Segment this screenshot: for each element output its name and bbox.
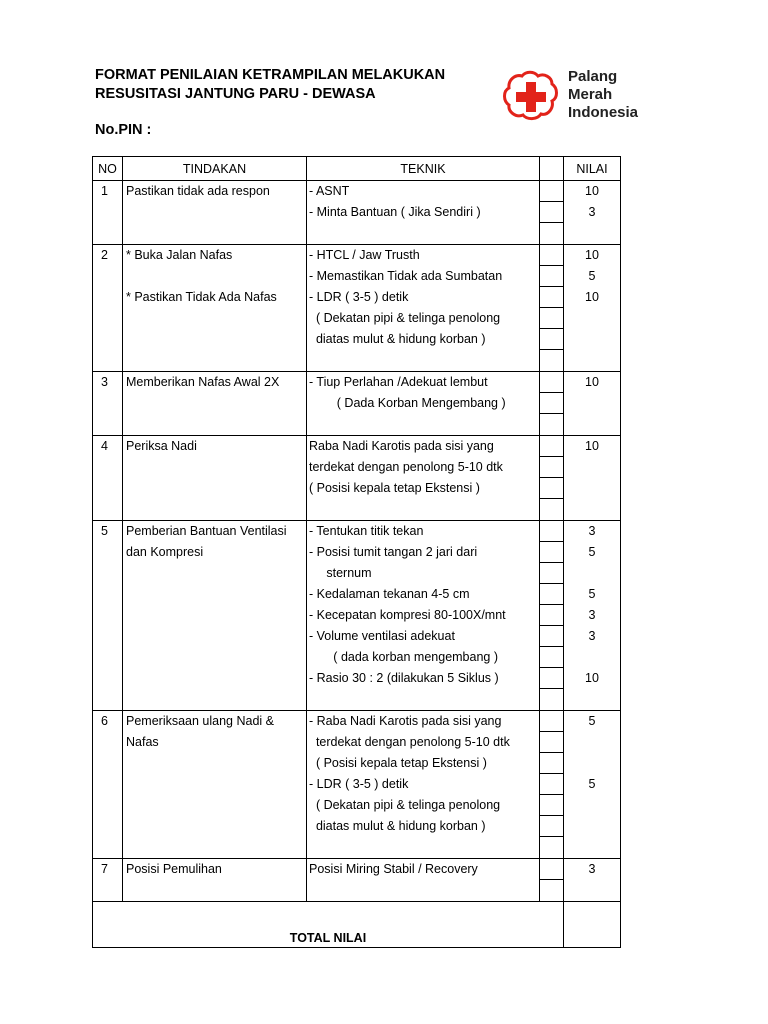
check-box[interactable]: [540, 647, 563, 668]
check-box[interactable]: [540, 689, 563, 709]
row-number-text: 1: [101, 184, 108, 198]
teknik-cell: [307, 181, 540, 245]
assessment-table: [92, 156, 621, 948]
teknik-cell: [307, 372, 540, 436]
table-header-row: [93, 157, 621, 181]
tindakan-cell: [123, 372, 307, 436]
tindakan-text: [126, 350, 306, 371]
check-box[interactable]: [540, 414, 563, 434]
teknik-cell: [307, 711, 540, 859]
tindakan-text: [126, 329, 306, 350]
teknik-text: - Tentukan titik tekan: [309, 524, 424, 538]
row-number: [93, 372, 123, 436]
logo-line-2: Merah: [568, 86, 613, 103]
teknik-text: terdekat dengan penolong 5-10 dtk: [309, 460, 503, 474]
check-box[interactable]: [540, 223, 563, 243]
check-box[interactable]: [540, 287, 563, 308]
header-tindakan: TINDAKAN: [123, 157, 307, 181]
tindakan-text: * Buka Jalan Nafas: [126, 248, 233, 262]
row-number-text: 3: [101, 375, 108, 389]
check-box[interactable]: [540, 478, 563, 499]
check-box[interactable]: [540, 859, 563, 880]
title-line-1: FORMAT PENILAIAN KETRAMPILAN MELAKUKAN: [95, 67, 446, 83]
tindakan-cell: [123, 245, 307, 372]
tindakan-text: Nafas: [126, 735, 159, 749]
teknik-text: [309, 689, 539, 710]
tindakan-text: [126, 223, 306, 244]
tindakan-cell: [123, 181, 307, 245]
nilai-cell: [564, 436, 621, 521]
teknik-text: - Kedalaman tekanan 4-5 cm: [309, 587, 470, 601]
tindakan-cell: [123, 436, 307, 521]
row-number: [93, 245, 123, 372]
tindakan-text: [126, 605, 306, 626]
pmi-logo-text: [568, 68, 638, 122]
tindakan-text: [126, 202, 306, 223]
title-line-2: RESUSITASI JANTUNG PARU - DEWASA: [95, 86, 376, 102]
nilai-value: 5: [588, 269, 596, 283]
tindakan-text: [126, 414, 306, 435]
teknik-text: [309, 880, 539, 901]
table-row: [93, 521, 621, 711]
tindakan-text: Memberikan Nafas Awal 2X: [126, 375, 280, 389]
nilai-value: 10: [585, 375, 599, 389]
row-number-text: 6: [101, 714, 108, 728]
tindakan-text: * Pastikan Tidak Ada Nafas: [126, 290, 277, 304]
row-number: [93, 436, 123, 521]
tindakan-text: [126, 668, 306, 689]
nilai-value: 5: [588, 777, 596, 791]
tindakan-text: Pemeriksaan ulang Nadi &: [126, 714, 274, 728]
teknik-text: ( Dekatan pipi & telinga penolong: [309, 311, 501, 325]
check-box[interactable]: [540, 668, 563, 689]
check-box[interactable]: [540, 457, 563, 478]
nilai-value: [564, 647, 620, 668]
pin-label: No.PIN :: [95, 122, 152, 138]
check-box[interactable]: [540, 436, 563, 457]
table-row: [93, 181, 621, 245]
tindakan-text: Pastikan tidak ada respon: [126, 184, 270, 198]
teknik-text: ( Posisi kepala tetap Ekstensi ): [309, 756, 487, 770]
checkbox-cell: [540, 245, 564, 372]
check-box[interactable]: [540, 563, 563, 584]
nilai-value: [564, 478, 620, 499]
nilai-value: [564, 393, 620, 414]
row-number: [93, 181, 123, 245]
check-box[interactable]: [540, 329, 563, 350]
nilai-value: [564, 350, 620, 371]
checkbox-cell: [540, 181, 564, 245]
check-box[interactable]: [540, 816, 563, 837]
total-label: TOTAL NILAI: [93, 902, 564, 948]
nilai-value: [564, 880, 620, 901]
nilai-value: [564, 816, 620, 837]
tindakan-text: [126, 308, 306, 329]
nilai-value: 3: [588, 629, 596, 643]
nilai-value: 3: [588, 862, 596, 876]
teknik-text: [309, 499, 539, 520]
teknik-cell: [307, 436, 540, 521]
row-number-text: 2: [101, 248, 108, 262]
nilai-value: [564, 499, 620, 520]
teknik-text: - HTCL / Jaw Trusth: [309, 248, 420, 262]
teknik-text: Posisi Miring Stabil / Recovery: [309, 862, 478, 876]
nilai-value: 3: [588, 608, 596, 622]
tindakan-text: [126, 393, 306, 414]
nilai-value: [564, 414, 620, 435]
tindakan-text: Periksa Nadi: [126, 439, 197, 453]
teknik-text: [309, 350, 539, 371]
teknik-text: - Memastikan Tidak ada Sumbatan: [309, 269, 503, 283]
teknik-text: ( Dekatan pipi & telinga penolong: [309, 798, 501, 812]
table-row: [93, 711, 621, 859]
check-box[interactable]: [540, 308, 563, 329]
tindakan-text: [126, 563, 306, 584]
teknik-text: - Kecepatan kompresi 80-100X/mnt: [309, 608, 506, 622]
tindakan-text: [126, 689, 306, 710]
teknik-cell: [307, 521, 540, 711]
nilai-value: [564, 457, 620, 478]
table-row: [93, 372, 621, 436]
teknik-text: [309, 837, 539, 858]
nilai-value: [564, 753, 620, 774]
nilai-cell: [564, 372, 621, 436]
teknik-cell: [307, 245, 540, 372]
nilai-value: 10: [585, 248, 599, 262]
check-box[interactable]: [540, 521, 563, 542]
table-row: [93, 436, 621, 521]
teknik-text: sternum: [309, 566, 372, 580]
check-box[interactable]: [540, 542, 563, 563]
nilai-value: [564, 308, 620, 329]
teknik-text: - Minta Bantuan ( Jika Sendiri ): [309, 205, 481, 219]
teknik-text: - Posisi tumit tangan 2 jari dari: [309, 545, 478, 559]
nilai-cell: [564, 521, 621, 711]
nilai-value: 3: [588, 524, 596, 538]
tindakan-text: [126, 499, 306, 520]
teknik-text: - Volume ventilasi adekuat: [309, 629, 455, 643]
pmi-logo: [500, 68, 660, 124]
nilai-value: [564, 732, 620, 753]
nilai-value: [564, 837, 620, 858]
teknik-text: diatas mulut & hidung korban ): [309, 332, 486, 346]
nilai-value: [564, 795, 620, 816]
tindakan-cell: [123, 521, 307, 711]
check-box[interactable]: [540, 499, 563, 519]
red-cross-logo-icon: [500, 70, 560, 126]
check-box[interactable]: [540, 393, 563, 414]
nilai-value: 10: [585, 671, 599, 685]
check-box[interactable]: [540, 266, 563, 287]
teknik-text: terdekat dengan penolong 5-10 dtk: [309, 735, 510, 749]
check-box[interactable]: [540, 350, 563, 370]
teknik-text: ( Posisi kepala tetap Ekstensi ): [309, 481, 480, 495]
teknik-text: - LDR ( 3-5 ) detik: [309, 777, 409, 791]
teknik-text: [309, 223, 539, 244]
checkbox-cell: [540, 711, 564, 859]
tindakan-text: [126, 478, 306, 499]
tindakan-text: [126, 816, 306, 837]
tindakan-cell: [123, 859, 307, 902]
nilai-value: 10: [585, 439, 599, 453]
table-row: [93, 245, 621, 372]
nilai-value: [564, 563, 620, 584]
teknik-text: Raba Nadi Karotis pada sisi yang: [309, 439, 494, 453]
tindakan-text: [126, 774, 306, 795]
check-box[interactable]: [540, 732, 563, 753]
teknik-text: - Tiup Perlahan /Adekuat lembut: [309, 375, 488, 389]
nilai-value: 5: [588, 714, 596, 728]
check-box[interactable]: [540, 774, 563, 795]
nilai-value: 5: [588, 587, 596, 601]
tindakan-text: [126, 266, 306, 287]
header-teknik: TEKNIK: [307, 157, 540, 181]
teknik-text: - Rasio 30 : 2 (dilakukan 5 Siklus ): [309, 671, 499, 685]
teknik-text: - LDR ( 3-5 ) detik: [309, 290, 409, 304]
tindakan-text: [126, 626, 306, 647]
check-box[interactable]: [540, 245, 563, 266]
tindakan-text: [126, 584, 306, 605]
checkbox-cell: [540, 372, 564, 436]
row-number-text: 5: [101, 524, 108, 538]
teknik-text: ( Dada Korban Mengembang ): [309, 396, 506, 410]
tindakan-text: [126, 880, 306, 901]
table-row: [93, 859, 621, 902]
check-box[interactable]: [540, 202, 563, 223]
nilai-cell: [564, 245, 621, 372]
check-box[interactable]: [540, 753, 563, 774]
check-box[interactable]: [540, 626, 563, 647]
tindakan-text: [126, 457, 306, 478]
logo-line-3: Indonesia: [568, 104, 639, 121]
row-number: [93, 521, 123, 711]
logo-line-1: Palang: [568, 68, 618, 85]
teknik-cell: [307, 859, 540, 902]
check-box[interactable]: [540, 837, 563, 857]
tindakan-text: [126, 837, 306, 858]
total-value-cell[interactable]: [564, 902, 621, 948]
total-row: [93, 902, 621, 948]
check-box[interactable]: [540, 181, 563, 202]
nilai-cell: [564, 711, 621, 859]
row-number: [93, 711, 123, 859]
teknik-text: ( dada korban mengembang ): [309, 650, 498, 664]
tindakan-text: dan Kompresi: [126, 545, 204, 559]
tindakan-text: [126, 753, 306, 774]
nilai-value: [564, 689, 620, 710]
tindakan-text: Pemberian Bantuan Ventilasi: [126, 524, 287, 538]
row-number-text: 7: [101, 862, 108, 876]
check-box[interactable]: [540, 605, 563, 626]
tindakan-text: [126, 647, 306, 668]
check-box[interactable]: [540, 711, 563, 732]
check-box[interactable]: [540, 372, 563, 393]
nilai-value: 5: [588, 545, 596, 559]
nilai-value: 10: [585, 184, 599, 198]
check-box[interactable]: [540, 584, 563, 605]
checkbox-cell: [540, 859, 564, 902]
header-nilai: NILAI: [564, 157, 621, 181]
check-box[interactable]: [540, 880, 563, 900]
nilai-value: 3: [588, 205, 596, 219]
tindakan-cell: [123, 711, 307, 859]
header-no: NO: [93, 157, 123, 181]
tindakan-text: Posisi Pemulihan: [126, 862, 222, 876]
checkbox-cell: [540, 521, 564, 711]
check-box[interactable]: [540, 795, 563, 816]
header-checkbox-col: [540, 157, 564, 181]
nilai-cell: [564, 181, 621, 245]
nilai-value: 10: [585, 290, 599, 304]
row-number-text: 4: [101, 439, 108, 453]
tindakan-text: [126, 795, 306, 816]
teknik-text: - Raba Nadi Karotis pada sisi yang: [309, 714, 502, 728]
form-title: [95, 66, 445, 104]
checkbox-cell: [540, 436, 564, 521]
teknik-text: [309, 414, 539, 435]
nilai-cell: [564, 859, 621, 902]
teknik-text: - ASNT: [309, 184, 350, 198]
row-number: [93, 859, 123, 902]
nilai-value: [564, 223, 620, 244]
nilai-value: [564, 329, 620, 350]
teknik-text: diatas mulut & hidung korban ): [309, 819, 486, 833]
